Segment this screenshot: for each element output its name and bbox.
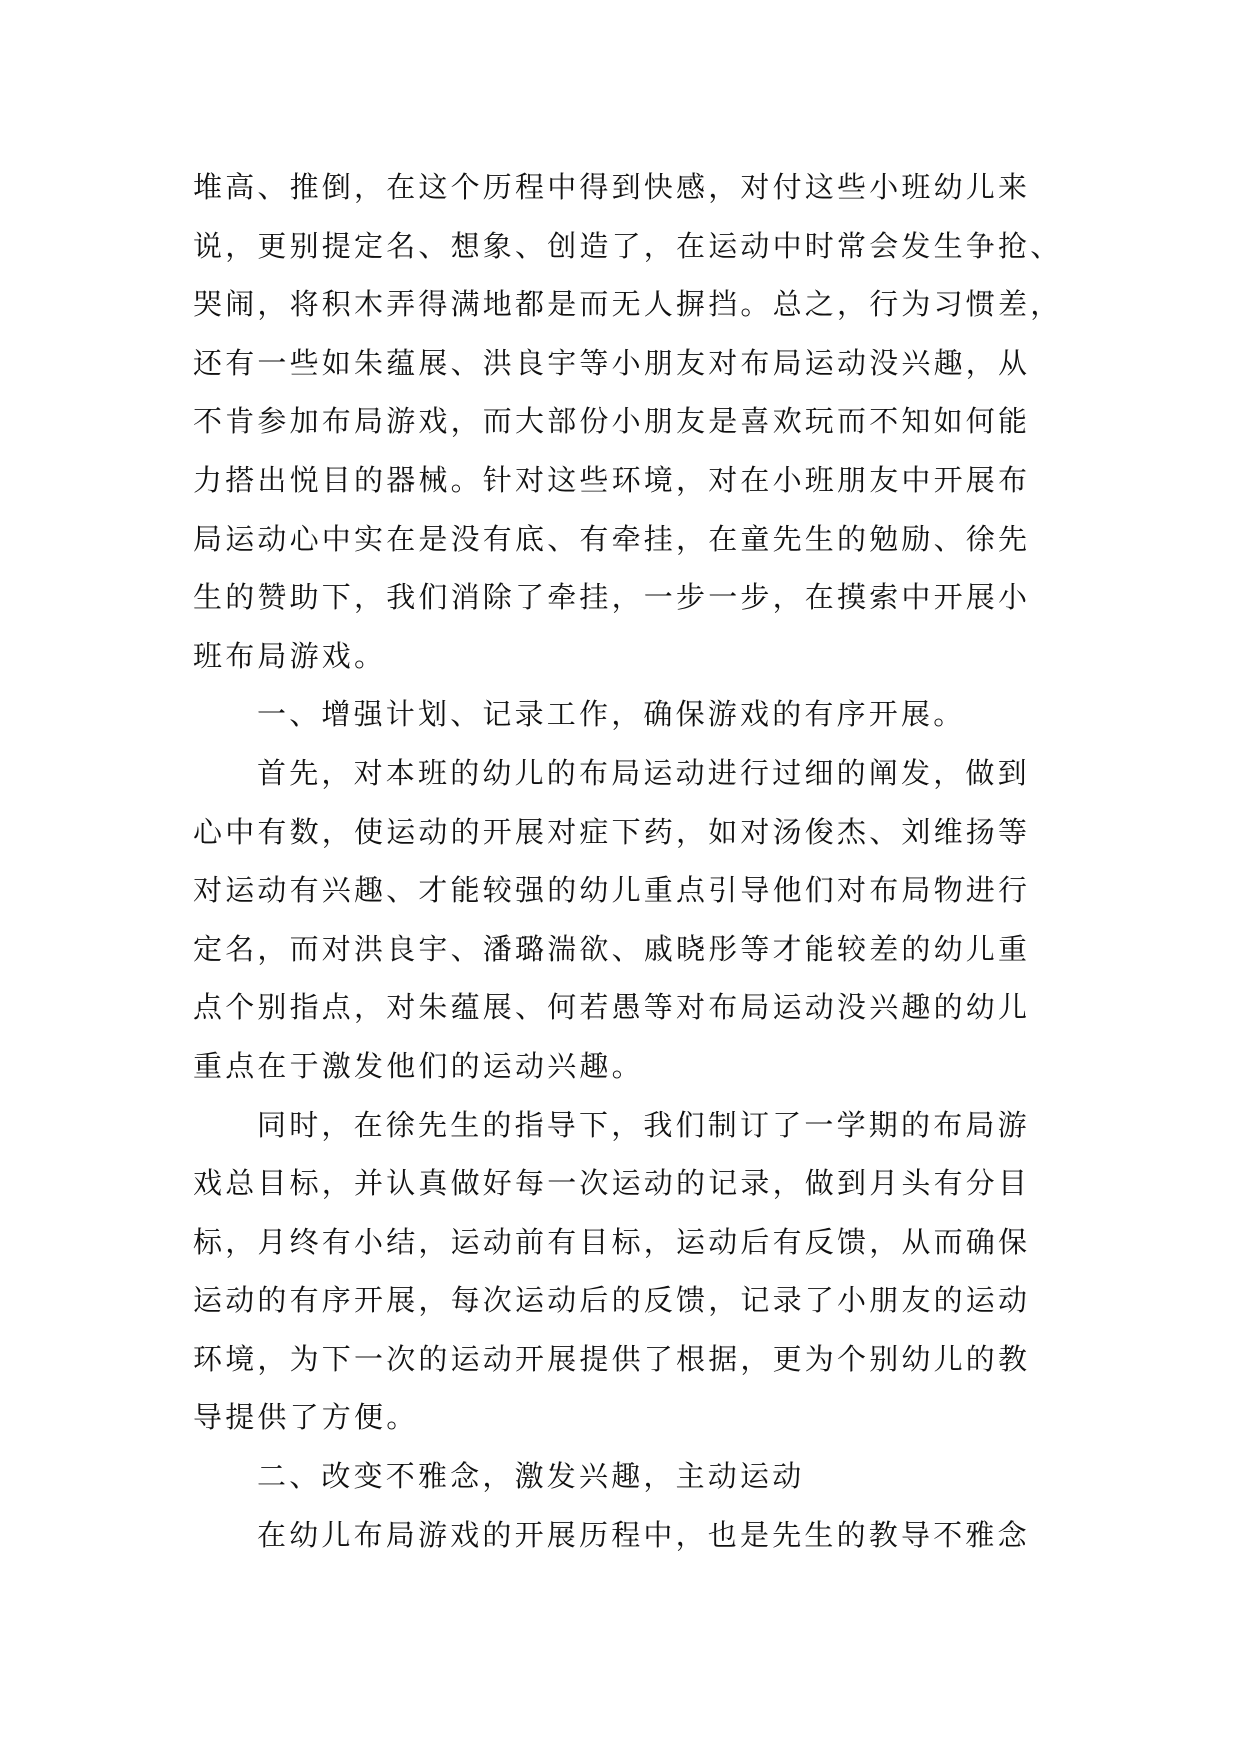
section-heading: 二、改变不雅念，激发兴趣，主动运动 (257, 1459, 805, 1494)
text-line: 力搭出悦目的器械。针对这些环境，对在小班朋友中开展布 (193, 462, 1031, 497)
section-heading: 一、增强计划、记录工作，确保游戏的有序开展。 (257, 697, 966, 732)
text-line: 说，更别提定名、想象、创造了，在运动中时常会发生争抢、 (193, 228, 1063, 263)
text-line: 心中有数，使运动的开展对症下药，如对汤俊杰、刘维扬等 (193, 814, 1031, 849)
text-line: 点个别指点，对朱蕴展、何若愚等对布局运动没兴趣的幼儿 (193, 990, 1031, 1025)
text-line: 哭闹，将积木弄得满地都是而无人摒挡。总之，行为习惯差， (193, 287, 1063, 322)
text-line: 定名，而对洪良宇、潘璐湍欲、戚晓彤等才能较差的幼儿重 (193, 931, 1031, 966)
body-text (193, 158, 1063, 1564)
text-line: 同时，在徐先生的指导下，我们制订了一学期的布局游 (257, 1107, 1030, 1142)
text-line: 环境，为下一次的运动开展提供了根据，更为个别幼儿的教 (193, 1341, 1031, 1376)
text-line: 局运动心中实在是没有底、有牵挂，在童先生的勉励、徐先 (193, 521, 1031, 556)
text-line: 堆高、推倒，在这个历程中得到快感，对付这些小班幼儿来 (193, 170, 1031, 204)
text-line: 还有一些如朱蕴展、洪良宇等小朋友对布局运动没兴趣，从 (193, 345, 1031, 380)
text-line: 不肯参加布局游戏，而大部份小朋友是喜欢玩而不知如何能 (193, 404, 1031, 439)
text-line: 运动的有序开展，每次运动后的反馈，记录了小朋友的运动 (193, 1283, 1031, 1318)
text-line: 导提供了方便。 (193, 1400, 419, 1435)
text-line: 对运动有兴趣、才能较强的幼儿重点引导他们对布局物进行 (193, 873, 1031, 908)
text-line: 班布局游戏。 (193, 638, 387, 673)
text-line: 首先，对本班的幼儿的布局运动进行过细的阐发，做到 (257, 755, 1030, 790)
text-line: 标，月终有小结，运动前有目标，运动后有反馈，从而确保 (193, 1224, 1031, 1259)
text-line: 戏总目标，并认真做好每一次运动的记录，做到月头有分目 (193, 1166, 1031, 1201)
text-line: 重点在于激发他们的运动兴趣。 (193, 1048, 644, 1083)
text-line: 生的赞助下，我们消除了牵挂，一步一步，在摸索中开展小 (193, 580, 1031, 615)
text-line: 在幼儿布局游戏的开展历程中，也是先生的教导不雅念 (257, 1517, 1030, 1552)
